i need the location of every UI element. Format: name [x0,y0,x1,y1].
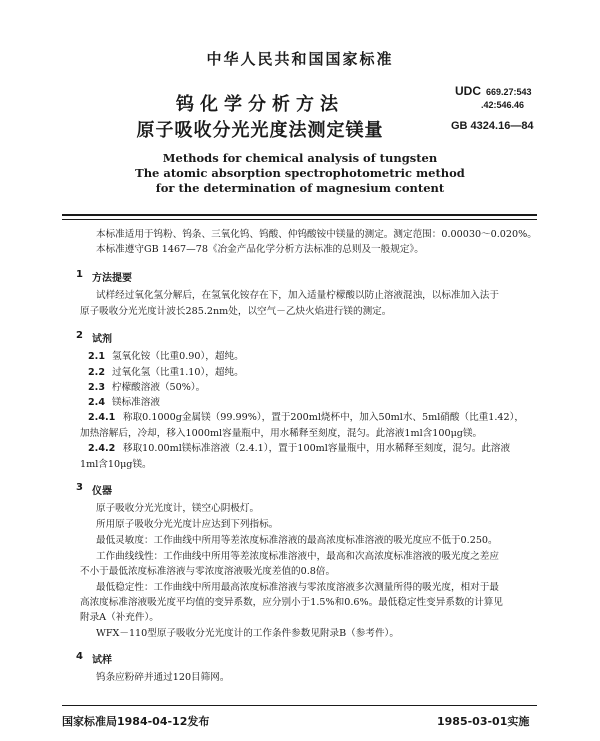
section-3-line: 最低灵敏度：工作曲线中所用等差浓度标准溶液的最高浓度标准溶液的吸光度应不低于0.250。 [96,535,498,546]
item-2-4-1-number: 2.4.1 [88,412,116,423]
issuing-country-heading: 中华人民共和国国家标准 [206,50,394,68]
gb-standard-number: GB 4324.16—84 [451,120,534,132]
item-2-4-2-number: 2.4.2 [88,443,116,454]
item-2-2-text: 过氧化氢（比重1.10），超纯。 [112,367,244,378]
title-chinese-line1: 钨化学分析方法 [176,94,344,115]
section-3-line: WFX－110型原子吸收分光光度计的工作条件参数见附录B（参考件）。 [96,628,399,639]
intro-compliance: 本标准遵守GB 1467—78《冶金产品化学分析方法标准的总则及一般规定》。 [96,244,424,255]
footer-divider [62,705,537,706]
section-4-title: 试样 [92,655,112,666]
title-english-line3: for the determination of magnesium content [155,181,445,195]
section-1-title: 方法提要 [92,273,132,284]
section-3-line: 所用原子吸收分光光度计应达到下列指标。 [96,519,279,530]
item-2-4-1-line: 加热溶解后，冷却，移入1000ml容量瓶中，用水稀释至刻度，混匀。此溶液1ml含100μg镁。 [80,428,483,439]
item-2-4-2-line: 移取10.00ml镁标准溶液（2.4.1），置于100ml容量瓶中，用水稀释至刻度，混匀。此溶液 [123,443,511,454]
item-2-4-2-line: 1ml含10μg镁。 [80,459,152,470]
header-divider-thin [62,219,537,220]
section-1-number: 1 [76,269,83,280]
title-english-line1: Methods for chemical analysis of tungsten [162,151,438,165]
udc-code-line2: .42:546.46 [481,100,525,110]
section-2-title: 试剂 [92,334,112,345]
item-2-3-number: 2.3 [88,382,105,393]
section-2-number: 2 [76,330,83,341]
section-3-line: 最低稳定性：工作曲线中所用最高浓度标准溶液与零浓度溶液多次测量所得的吸光度，相对于最 [96,582,499,593]
item-2-4-1-line: 称取0.1000g金属镁（99.99%），置于200ml烧杯中，加入50ml水、5ml硝酸（比重1.42）， [123,412,525,423]
section-3-line: 附录A（补充件）。 [80,612,159,623]
udc-label: UDC [455,84,481,98]
section-3-line: 原子吸收分光光度计，镁空心阴极灯。 [96,503,260,514]
title-chinese-line2: 原子吸收分光光度法测定镁量 [136,120,384,141]
udc-code-line1: 669.27:543 [486,87,532,97]
section-3-number: 3 [76,482,83,493]
issue-date: 国家标准局1984-04-12发布 [62,715,210,728]
item-2-4-number: 2.4 [88,397,105,408]
item-2-3-text: 柠檬酸溶液（50%）。 [112,382,206,393]
section-3-line: 高浓度标准溶液吸光度平均值的变异系数，应分别小于1.5%和0.6%。最低稳定性变异系数的计算见 [80,597,503,608]
title-english-line2: The atomic absorption spectrophotometric method [135,166,465,180]
section-1-line: 试样经过氧化氢分解后，在氢氧化铵存在下，加入适量柠檬酸以防止溶液混浊，以标准加入法于 [96,290,499,301]
section-3-line: 工作曲线线性：工作曲线中所用等差浓度标准溶液中，最高和次高浓度标准溶液的吸光度之差应 [96,551,499,562]
item-2-2-number: 2.2 [88,367,105,378]
section-1-line: 原子吸收分光光度计波长285.2nm处，以空气－乙炔火焰进行镁的测定。 [80,306,392,317]
section-3-title: 仪器 [92,486,112,497]
section-4-number: 4 [76,651,83,662]
intro-scope: 本标准适用于钨粉、钨条、三氧化钨、钨酸、仲钨酸铵中镁量的测定。测定范围：0.00030～0.020%。 [96,229,537,240]
section-4-line: 钨条应粉碎并通过120目筛网。 [96,672,230,683]
item-2-4-text: 镁标准溶液 [112,397,160,408]
implementation-date: 1985-03-01实施 [437,715,530,728]
item-2-1-number: 2.1 [88,351,105,362]
section-3-line: 不小于最低浓度标准溶液与零浓度溶液吸光度差值的0.8倍。 [80,566,336,577]
header-divider [62,214,537,216]
item-2-1-text: 氢氧化铵（比重0.90），超纯。 [112,351,244,362]
